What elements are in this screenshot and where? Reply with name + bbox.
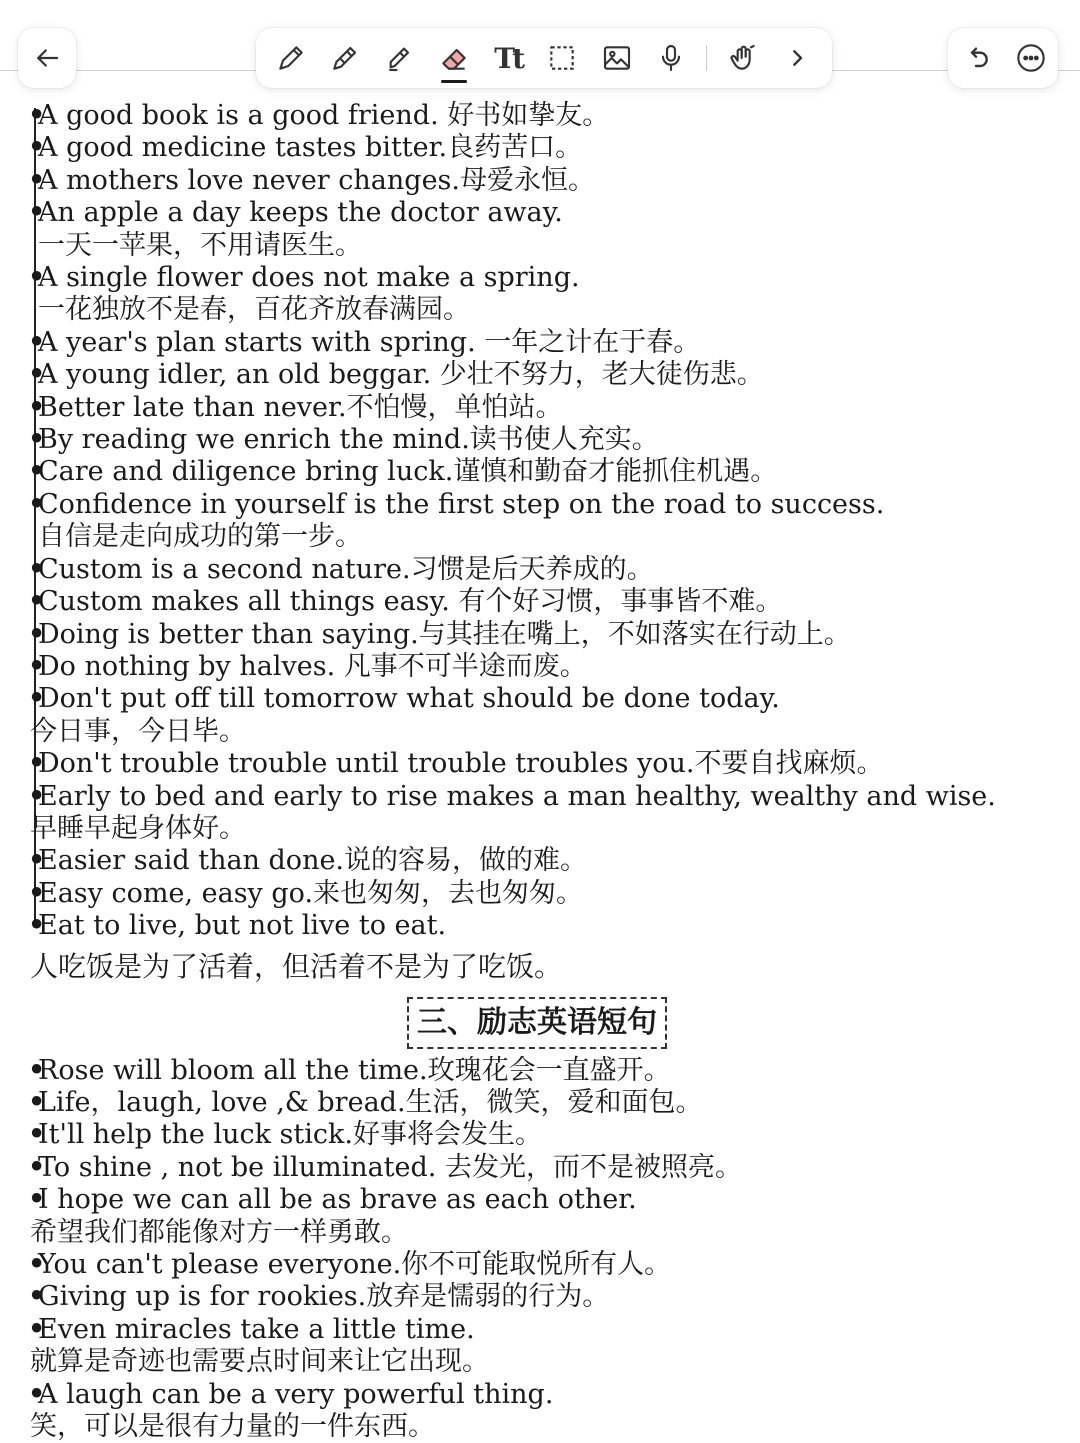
list-item: • An apple a day keeps the doctor away. <box>30 197 1060 229</box>
list-item: 今日事，今日毕。 <box>30 715 246 747</box>
section-inspirational <box>30 1055 1060 1443</box>
list-item: • Don't trouble trouble until trouble troubles you.不要自找麻烦。 <box>30 748 1060 780</box>
text-tool[interactable] <box>489 39 527 77</box>
list-item: • A year's plan starts with spring. 一年之计在于春。 <box>30 327 1060 359</box>
list-item: • Eat to live, but not live to eat. <box>30 910 1060 942</box>
text-icon: Tt <box>494 41 523 75</box>
list-item: • A single flower does not make a spring. <box>30 262 1060 294</box>
list-item: • A mothers love never changes.母爱永恒。 <box>30 165 1060 197</box>
list-item: • A laugh can be a very powerful thing. <box>30 1379 1060 1411</box>
list-item: 一花独放不是春，百花齐放春满园。 <box>38 294 470 326</box>
lasso-select-icon <box>546 42 578 74</box>
list-item: • Easy come, easy go.来也匆匆，去也匆匆。 <box>30 878 1060 910</box>
hand-gesture-icon <box>727 42 759 74</box>
list-item: • Custom makes all things easy. 有个好习惯，事事皆不难。 <box>30 586 1060 618</box>
list-item: 就算是奇迹也需要点时间来让它出现。 <box>30 1346 489 1378</box>
pen-icon <box>275 42 307 74</box>
microphone-tool[interactable] <box>652 39 690 77</box>
list-item: • By reading we enrich the mind.读书使人充实。 <box>30 424 1060 456</box>
drawing-toolbar <box>256 28 832 88</box>
list-item: 笑，可以是很有力量的一件东西。 <box>30 1411 435 1443</box>
list-item: 自信是走向成功的第一步。 <box>38 521 362 553</box>
list-item: • Don't put off till tomorrow what should be done today. <box>30 683 1060 715</box>
image-icon <box>601 42 633 74</box>
back-arrow-icon <box>32 43 62 73</box>
list-item: • Easier said than done.说的容易，做的难。 <box>30 845 1060 877</box>
note-canvas[interactable] <box>30 100 1060 1443</box>
list-item: 一天一苹果，不用请医生。 <box>38 229 362 261</box>
microphone-icon <box>655 42 687 74</box>
eraser-tool[interactable] <box>435 39 473 77</box>
list-item: 人吃饭是为了活着，但活着不是为了吃饭。 <box>30 949 563 983</box>
list-item: • Even miracles take a little time. <box>30 1314 1060 1346</box>
list-item: • A good book is a good friend. 好书如挚友。 <box>30 100 1060 132</box>
list-item: • Confidence in yourself is the first step on the road to success. <box>30 489 1060 521</box>
list-item: • You can't please everyone.你不可能取悦所有人。 <box>30 1249 1060 1281</box>
more-menu-button[interactable] <box>1012 39 1050 77</box>
list-item: • Doing is better than saying.与其挂在嘴上，不如落实在行动上。 <box>30 619 1060 651</box>
highlighter-icon <box>384 42 416 74</box>
pencil-icon <box>329 42 361 74</box>
list-item: • Giving up is for rookies.放弃是懦弱的行为。 <box>30 1281 1060 1313</box>
ellipsis-icon <box>1015 42 1047 74</box>
right-controls <box>948 28 1058 88</box>
section-proverbs <box>30 100 1060 943</box>
list-item: 早睡早起身体好。 <box>30 812 246 844</box>
list-item: • Early to bed and early to rise makes a man healthy, wealthy and wise. <box>30 781 1060 813</box>
back-button[interactable] <box>18 28 76 88</box>
list-item: • Better late than never.不怕慢，单怕站。 <box>30 392 1060 424</box>
image-tool[interactable] <box>598 39 636 77</box>
section-heading-wrap <box>30 997 1060 1049</box>
lasso-select-tool[interactable] <box>543 39 581 77</box>
more-tools-chevron[interactable] <box>778 39 816 77</box>
highlighter-tool[interactable] <box>381 39 419 77</box>
chevron-right-icon <box>781 42 813 74</box>
list-item: • To shine , not be illuminated. 去发光，而不是被照亮。 <box>30 1152 1060 1184</box>
list-item: 希望我们都能像对方一样勇敢。 <box>30 1216 408 1248</box>
list-item: • Custom is a second nature.习惯是后天养成的。 <box>30 554 1060 586</box>
list-item: • A young idler, an old beggar. 少壮不努力，老大徒伤悲。 <box>30 359 1060 391</box>
undo-button[interactable] <box>957 39 995 77</box>
list-item: • Care and diligence bring luck.谨慎和勤奋才能抓住机遇。 <box>30 456 1060 488</box>
list-item: • It'll help the luck stick.好事将会发生。 <box>30 1119 1060 1151</box>
pencil-tool[interactable] <box>326 39 364 77</box>
undo-icon <box>960 42 992 74</box>
section-heading: 三、励志英语短句 <box>407 997 667 1049</box>
list-item: • Life，laugh, love ,& bread.生活，微笑，爱和面包。 <box>30 1087 1060 1119</box>
toolbar-separator <box>706 45 707 71</box>
list-item: • A good medicine tastes bitter.良药苦口。 <box>30 132 1060 164</box>
hand-gesture-tool[interactable] <box>724 39 762 77</box>
pen-tool[interactable] <box>272 39 310 77</box>
list-item: • Do nothing by halves. 凡事不可半途而废。 <box>30 651 1060 683</box>
list-item: • I hope we can all be as brave as each other. <box>30 1184 1060 1216</box>
eraser-icon <box>438 42 470 74</box>
list-item: • Rose will bloom all the time.玫瑰花会一直盛开。 <box>30 1055 1060 1087</box>
